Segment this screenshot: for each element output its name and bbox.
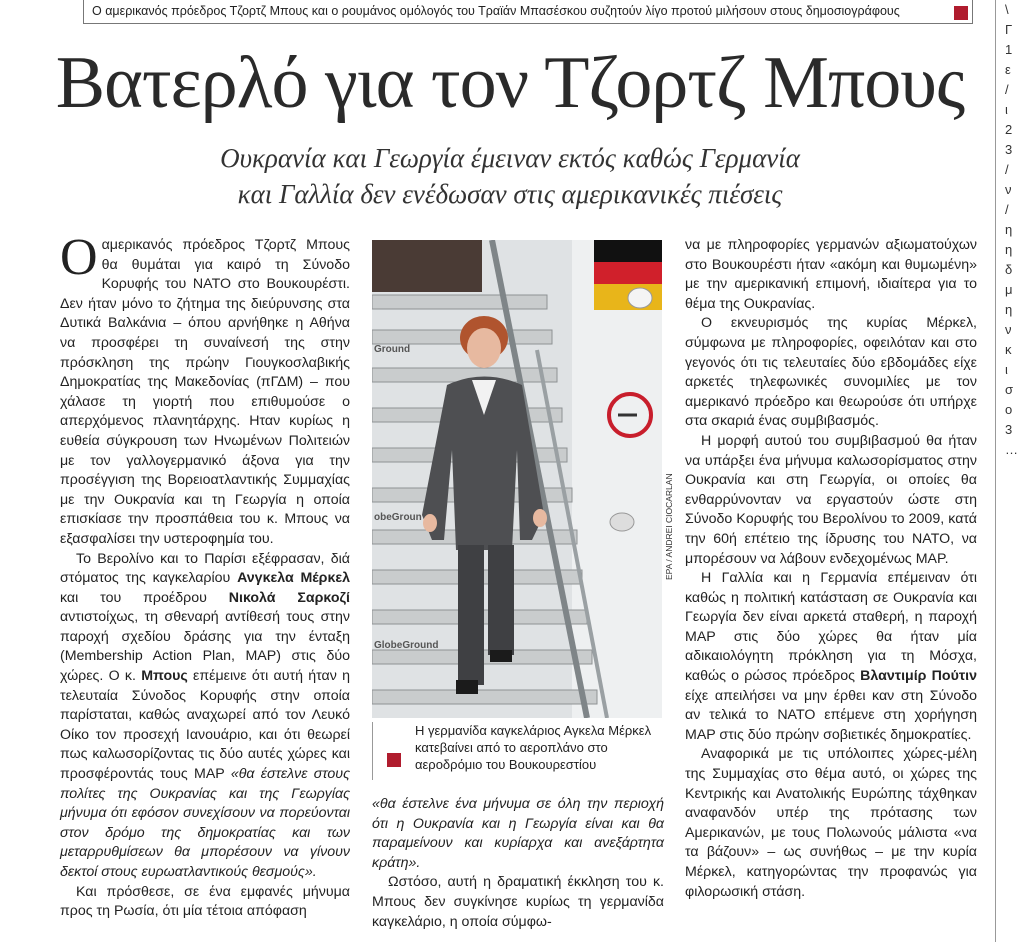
- quote-2-text: «θα έστελνε ένα μήνυμα σε όλη την περιοχή ότι η Ουκρανία και η Γεωργία είναι και θα παραμείνουν και κυρίαρχα και ανεξάρτητα κράτη».: [372, 796, 664, 871]
- fragment-char: \: [1005, 2, 1009, 17]
- paragraph-7: Η μορφή αυτού του συμβιβασμού θα ήταν να υπάρξει ένα μήνυμα καλωσορίσματος στην Ουκρανία και στη Γεωργία, οι οποίες θα ενθαρρύνονταν να εργαστούν ώστε στη Σύνοδο Κορυφής του Βερολίνου το 2009, κατά την 60ή επέτειο της ίδρυσης του ΝΑΤΟ, να μπορέσουν να λάβουν ενδεχομένως MAP.: [685, 432, 977, 567]
- quote-2: [372, 795, 664, 873]
- fragment-char: σ: [1005, 382, 1014, 397]
- name-sarkozy: Νικολά Σαρκοζί: [228, 589, 350, 606]
- svg-text:GlobeGround: GlobeGround: [374, 640, 439, 651]
- subheadline: [40, 140, 980, 212]
- p2-text-b: και του προέδρου: [60, 589, 229, 606]
- fragment-char: Γ: [1005, 22, 1013, 37]
- svg-text:Ground: Ground: [374, 344, 411, 355]
- fragment-char: ν: [1005, 182, 1012, 197]
- fragment-char: κ: [1005, 342, 1012, 357]
- photo-illustration: [372, 240, 662, 718]
- headline: Βατερλό για τον Τζορτζ Μπους: [55, 42, 965, 124]
- adjacent-column-fragment: [1005, 0, 1024, 942]
- paragraph-9: Αναφορικά με τις υπόλοιπες χώρες-μέλη της Συμμαχίας στο θέμα αυτό, οι χώρες της Κεντρικής και Ανατολικής Ευρώπης τάχθηκαν αναφανδόν υπέρ της πρότασης των Αμερικανών, με τους Πολωνούς μάλιστα «να τα βάζουν» – ως συνήθως – με την κυρία Μέρκελ, κατηγορώντας την προφανώς για φιλορωσική στάση.: [685, 746, 977, 900]
- paragraph-6: Ο εκνευρισμός της κυρίας Μέρκελ, σύμφωνα με πληροφορίες, οφειλόταν και στο γεγονός ότι τις τελευταίες δύο εβδομάδες είχε αρκετές τηλεφωνικές συνομιλίες με τον αμερικανό πρόεδρο και θεωρούσε ότι υπήρχε στα σκαριά ένας συμβιβασμός.: [685, 315, 977, 430]
- fragment-char: η: [1005, 242, 1013, 257]
- photo-caption: [372, 722, 662, 780]
- photo-caption-text: Η γερμανίδα καγκελάριος Αγκελα Μέρκελ κατεβαίνει από το αεροπλάνο στο αεροδρόμιο του Βουκουρεστίου: [415, 723, 652, 772]
- fragment-char: /: [1005, 82, 1009, 97]
- paragraph-1: [60, 229, 350, 550]
- fragment-char: /: [1005, 162, 1009, 177]
- top-caption-text: Ο αμερικανός πρόεδρος Τζορτζ Μπους και ο ρουμάνος ομόλογός του Τραϊάν Μπασέσκου συζητούν λίγο προτού μιλήσουν στους δημοσιογράφους: [92, 4, 900, 18]
- subhead-line-1: Ουκρανία και Γεωργία έμειναν εκτός καθώς Γερμανία: [220, 143, 800, 173]
- fragment-char: ν: [1005, 322, 1012, 337]
- fragment-char: ο: [1005, 402, 1013, 417]
- name-bush: Μπους: [141, 668, 188, 685]
- subhead-line-2: και Γαλλία δεν ενέδωσαν στις αμερικανικές πιέσεις: [237, 179, 783, 209]
- fragment-char: 3: [1005, 142, 1013, 157]
- fragment-char: /: [1005, 202, 1009, 217]
- fragment-char: …: [1005, 442, 1018, 457]
- red-square-marker: [387, 753, 401, 767]
- fragment-char: δ: [1005, 262, 1013, 277]
- fragment-char: 3: [1005, 422, 1013, 437]
- fragment-char: η: [1005, 222, 1013, 237]
- paragraph-5: να με πληροφορίες γερμανών αξιωματούχων στο Βουκουρέστι ήταν «ακόμη και θυμωμένη» με την αμερικανική επιμονή, ιδιαίτερα για το θέμα της Ουκρανίας.: [685, 237, 977, 312]
- fragment-char: η: [1005, 302, 1013, 317]
- paragraph-3: Και πρόσθεσε, σε ένα εμφανές μήνυμα προς τη Ρωσία, ότι μία τέτοια απόφαση: [60, 883, 350, 920]
- p2-text-c: αντιστοίχως, τη σθεναρή αντίθεσή τους στην παροχή σχεδίου δράσης για την ένταξη (Membership Action Plan, MAP) στις δύο χώρες. Ο κ.: [60, 609, 350, 685]
- fragment-char: ι: [1005, 362, 1008, 377]
- quote-1: «θα έστελνε στους πολίτες της Ουκρανίας και της Γεωργίας μήνυμα ότι εφόσον συνεχίσουν να πορεύονται στον δρόμο της δημοκρατίας και των μεταρρυθμίσεων θα μπορέσουν να γίνουν δεκτοί στους ευρωατλαντικούς θεσμούς».: [60, 766, 350, 880]
- photo-credit: EPA / ANDREI CIOCARLAN: [664, 473, 674, 580]
- paragraph-4: Ωστόσο, αυτή η δραματική έκκληση του κ. Μπους δεν συγκίνησε κυρίως τη γερμανίδα καγκελάριο, η οποία σύμφω-: [372, 874, 664, 930]
- article-column-3: [685, 236, 977, 902]
- p8-text-a: Η Γαλλία και η Γερμανία επέμειναν ότι καθώς η πολιτική κατάσταση σε Ουκρανία και Γεωργία δεν είναι αρκετά σταθερή, η παροχή MAP στις δύο χώρες θα ήταν μία αδικαιολόγητη πρόκληση για τη Μόσχα, καθώς ο ρώσος πρόεδρος: [685, 570, 977, 685]
- p2-text-a: Το Βερολίνο και το Παρίσι εξέφρασαν, διά στόματος της καγκελαρίου: [60, 550, 350, 587]
- article-column-1: [60, 229, 350, 922]
- article-column-2: [372, 795, 664, 932]
- paragraph-2: [60, 550, 350, 883]
- fragment-char: 2: [1005, 122, 1013, 137]
- name-putin: Βλαντιμίρ Πούτιν: [860, 668, 977, 685]
- red-square-marker: [954, 6, 968, 20]
- paragraph-1-text: αμερικανός πρόεδρος Τζορτζ Μπους θα θυμάται για καιρό τη Σύνοδο Κορυφής του ΝΑΤΟ στο Βουκουρέστι. Δεν ήταν μόνο το ζήτημα της διεύρυνσης στα Δυτικά Βαλκάνια – όπου αρνήθηκε η Αθήνα να προσφέρει τη συναίνεσή της στην πρόσκληση της πρώην Γιουγκοσλαβικής Δημοκρατίας της Μακεδονίας (πΓΔΜ) – που χάλασε τη γιορτή που επιθυμούσε ο απερχόμενος πλανητάρχης. Ηταν κυρίως η ευθεία σύγκρουση των Ηνωμένων Πολιτειών με τον γαλλογερμανικό άξονα για την προσέγγιση της Βορειοατλαντικής Συμμαχίας με την Ουκρανία και τη Γεωργία η οποία επισκίασε την προσπάθεια του κ. Μπους να εξασφαλίσει την υστεροφημία του.: [60, 237, 350, 547]
- fragment-char: μ: [1005, 282, 1013, 297]
- column-divider: [995, 0, 996, 942]
- fragment-char: ε: [1005, 62, 1011, 77]
- name-merkel: Ανγκελα Μέρκελ: [237, 570, 350, 587]
- paragraph-8: [685, 569, 977, 745]
- fragment-char: ι: [1005, 102, 1008, 117]
- photo-caption-bar: [83, 0, 973, 24]
- svg-text:obeGroun: obeGroun: [374, 512, 422, 523]
- fragment-char: 1: [1005, 42, 1013, 57]
- p8-text-b: είχε απειλήσει να μην έρθει καν στη Σύνοδο αν τελικά το ΝΑΤΟ επέμενε στη χορήγηση MAP στις δύο πρώην σοβιετικές δημοκρατίες.: [685, 687, 977, 743]
- merkel-photo: [372, 240, 662, 718]
- drop-cap: Ο: [60, 229, 98, 286]
- p2-text-d: επέμεινε ότι αυτή ήταν η τελευταία Σύνοδος Κορυφής στην οποία παρίσταται, καθώς αναχωρεί από τον Λευκό Οίκο τον προσεχή Ιανουάριο, και ότι θεωρεί πως καλωσορίζοντας τις δύο αυτές χώρες και προσφέροντάς τους MAP: [60, 668, 350, 783]
